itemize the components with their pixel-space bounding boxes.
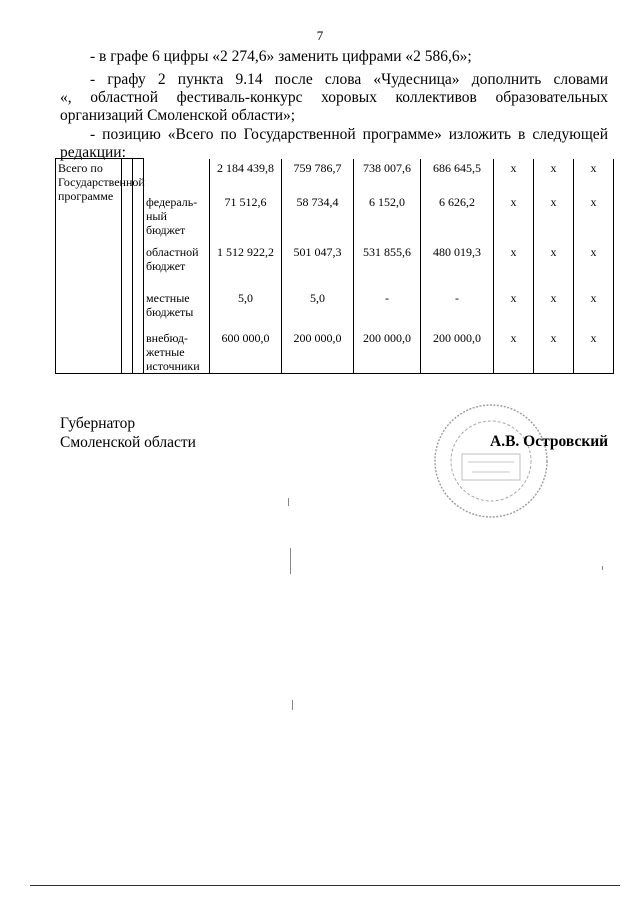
paragraph-new-wording: - позицию «Всего по Государственной программе» изложить в следующей редакции: (60, 126, 608, 161)
funding-source: областной бюджет (144, 245, 210, 291)
signatory-title-line: Смоленской области (60, 434, 196, 451)
x-mark: x (494, 159, 534, 195)
year1-value: 501 047,3 (282, 245, 354, 291)
year1-value: 200 000,0 (282, 331, 354, 374)
total-value: 71 512,6 (210, 195, 282, 245)
total-value: 1 512 922,2 (210, 245, 282, 291)
year3-value: 686 645,5 (421, 159, 494, 195)
page-number: 7 (316, 28, 324, 43)
year2-value: 6 152,0 (354, 195, 421, 245)
x-mark: x (574, 245, 614, 291)
funding-source: местные бюджеты (144, 291, 210, 331)
table-cell (133, 159, 144, 374)
x-mark: x (494, 245, 534, 291)
x-mark: x (534, 195, 574, 245)
table-row (56, 159, 614, 195)
signatory-name: А.В. Островский (490, 433, 609, 450)
x-mark: x (574, 159, 614, 195)
year2-value: 200 000,0 (354, 331, 421, 374)
paragraph-replace-figures: - в графе 6 цифры «2 274,6» заменить цифрами «2 586,6»; (90, 48, 472, 65)
funding-source: федераль-ный бюджет (144, 195, 210, 245)
year2-value: - (354, 291, 421, 331)
year3-value: - (421, 291, 494, 331)
year3-value: 200 000,0 (421, 331, 494, 374)
year1-value: 759 786,7 (282, 159, 354, 195)
paragraph-line: организаций Смоленской области»; (60, 107, 296, 124)
x-mark: x (574, 331, 614, 374)
year3-value: 480 019,3 (421, 245, 494, 291)
x-mark: x (494, 331, 534, 374)
x-mark: x (574, 195, 614, 245)
funding-source (144, 159, 210, 195)
x-mark: x (534, 159, 574, 195)
x-mark: x (534, 291, 574, 331)
paragraph-line: «, областной фестиваль-конкурс хоровых коллективов образовательных (60, 89, 608, 106)
x-mark: x (574, 291, 614, 331)
year1-value: 58 734,4 (282, 195, 354, 245)
total-value: 5,0 (210, 291, 282, 331)
x-mark: x (534, 245, 574, 291)
page-bottom-rule (30, 885, 620, 886)
x-mark: x (534, 331, 574, 374)
x-mark: x (494, 291, 534, 331)
total-value: 600 000,0 (210, 331, 282, 374)
paragraph-amend-item (60, 71, 608, 125)
year2-value: 531 855,6 (354, 245, 421, 291)
year2-value: 738 007,6 (354, 159, 421, 195)
total-value: 2 184 439,8 (210, 159, 282, 195)
table-cell (122, 159, 133, 374)
x-mark: x (494, 195, 534, 245)
year3-value: 6 626,2 (421, 195, 494, 245)
paragraph-line: - графу 2 пункта 9.14 после слова «Чудесница» дополнить словами (90, 71, 608, 88)
program-label: Всего по Государственной программе (56, 159, 122, 374)
signatory-title (60, 414, 196, 452)
funding-source: внебюд-жетные источники (144, 331, 210, 374)
official-seal-stamp (432, 402, 550, 520)
signatory-title-line: Губернатор (60, 415, 136, 432)
program-funding-table (55, 158, 614, 374)
year1-value: 5,0 (282, 291, 354, 331)
